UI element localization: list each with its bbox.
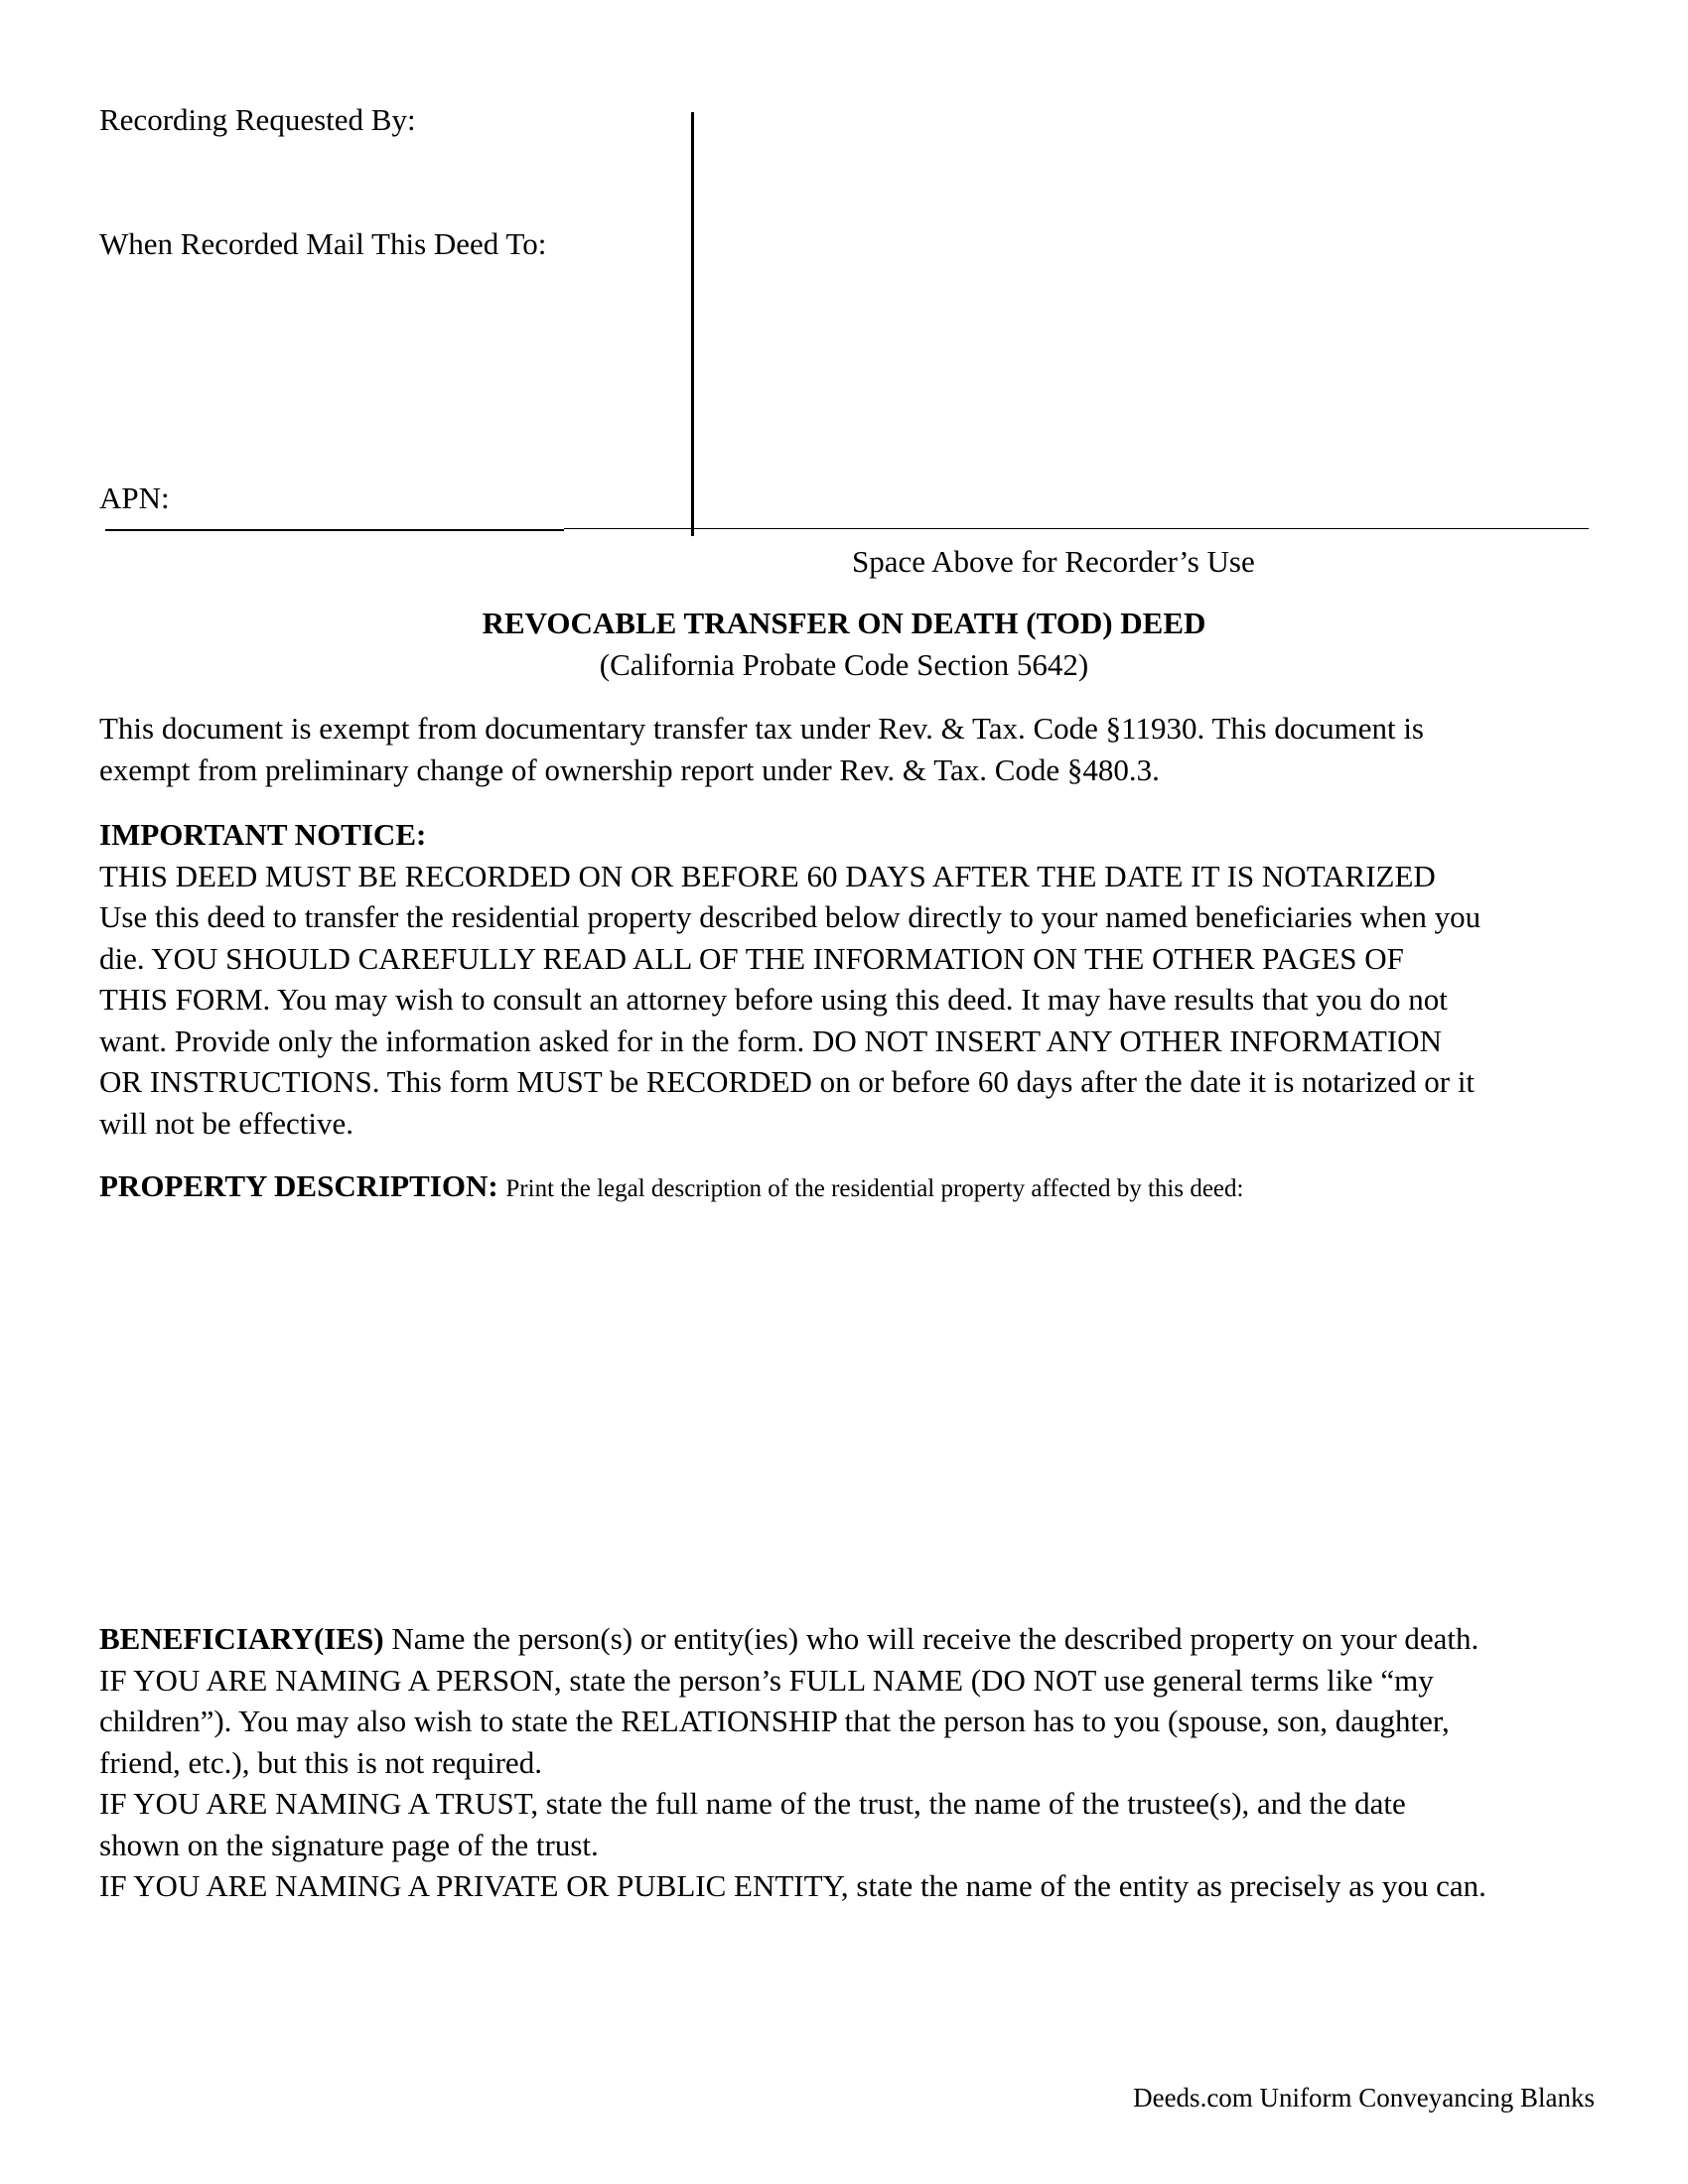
recording-requested-by-label: Recording Requested By:: [99, 102, 416, 137]
exemption-line: exempt from preliminary change of ownership report under Rev. & Tax. Code §480.3.: [99, 751, 1160, 787]
notice-line: want. Provide only the information asked for in the form. DO NOT INSERT ANY OTHER INFORMATION: [99, 1023, 1442, 1058]
document-title: REVOCABLE TRANSFER ON DEATH (TOD) DEED: [482, 606, 1206, 640]
beneficiaries-line: IF YOU ARE NAMING A PRIVATE OR PUBLIC ENTITY, state the name of the entity as precisely as you can.: [99, 1868, 1486, 1903]
beneficiaries-line: children”). You may also wish to state the RELATIONSHIP that the person has to you (spouse, son, daughter,: [99, 1704, 1450, 1738]
footer-credit: Deeds.com Uniform Conveyancing Blanks: [1133, 2083, 1595, 2113]
notice-heading: IMPORTANT NOTICE:: [99, 817, 427, 852]
mail-to-label: When Recorded Mail This Deed To:: [99, 226, 547, 261]
notice-line: Use this deed to transfer the residential property described below directly to your named beneficiaries when you: [99, 899, 1481, 934]
document-subtitle: (California Probate Code Section 5642): [599, 647, 1089, 682]
apn-label: APN:: [99, 480, 170, 515]
notice-line: die. YOU SHOULD CAREFULLY READ ALL OF THE INFORMATION ON THE OTHER PAGES OF: [99, 940, 1404, 976]
header-rule-left: [105, 529, 564, 531]
beneficiaries-intro: Name the person(s) or entity(ies) who will receive the described property on your death.: [391, 1621, 1479, 1656]
exemption-line: This document is exempt from documentary transfer tax under Rev. & Tax. Code §11930. This document is: [99, 711, 1424, 746]
notice-line: THIS DEED MUST BE RECORDED ON OR BEFORE 60 DAYS AFTER THE DATE IT IS NOTARIZED: [99, 858, 1436, 893]
important-notice: [99, 814, 1599, 1144]
exemption-paragraph: [99, 708, 1599, 790]
property-heading: PROPERTY DESCRIPTION:: [99, 1168, 498, 1203]
recorder-use-note: Space Above for Recorder’s Use: [852, 544, 1255, 579]
beneficiaries-heading: BENEFICIARY(IES): [99, 1621, 384, 1656]
beneficiaries-line: IF YOU ARE NAMING A PERSON, state the person’s FULL NAME (DO NOT use general terms like “my: [99, 1662, 1434, 1698]
beneficiaries-line: IF YOU ARE NAMING A TRUST, state the full name of the trust, the name of the trustee(s), and the date: [99, 1786, 1406, 1821]
recorder-area-divider: [691, 112, 694, 536]
notice-line: OR INSTRUCTIONS. This form MUST be RECORDED on or before 60 days after the date it is notarized or it: [99, 1064, 1476, 1099]
beneficiaries-line: shown on the signature page of the trust.: [99, 1827, 599, 1862]
header-rule-right: [564, 528, 1589, 529]
property-description: [99, 1165, 1599, 1210]
beneficiaries-section: [99, 1618, 1599, 1907]
notice-line: THIS FORM. You may wish to consult an attorney before using this deed. It may have results that you do not: [99, 982, 1448, 1017]
property-instruction: Print the legal description of the residential property affected by this deed:: [505, 1175, 1244, 1202]
notice-line: will not be effective.: [99, 1105, 353, 1141]
beneficiaries-line: friend, etc.), but this is not required.: [99, 1744, 542, 1780]
